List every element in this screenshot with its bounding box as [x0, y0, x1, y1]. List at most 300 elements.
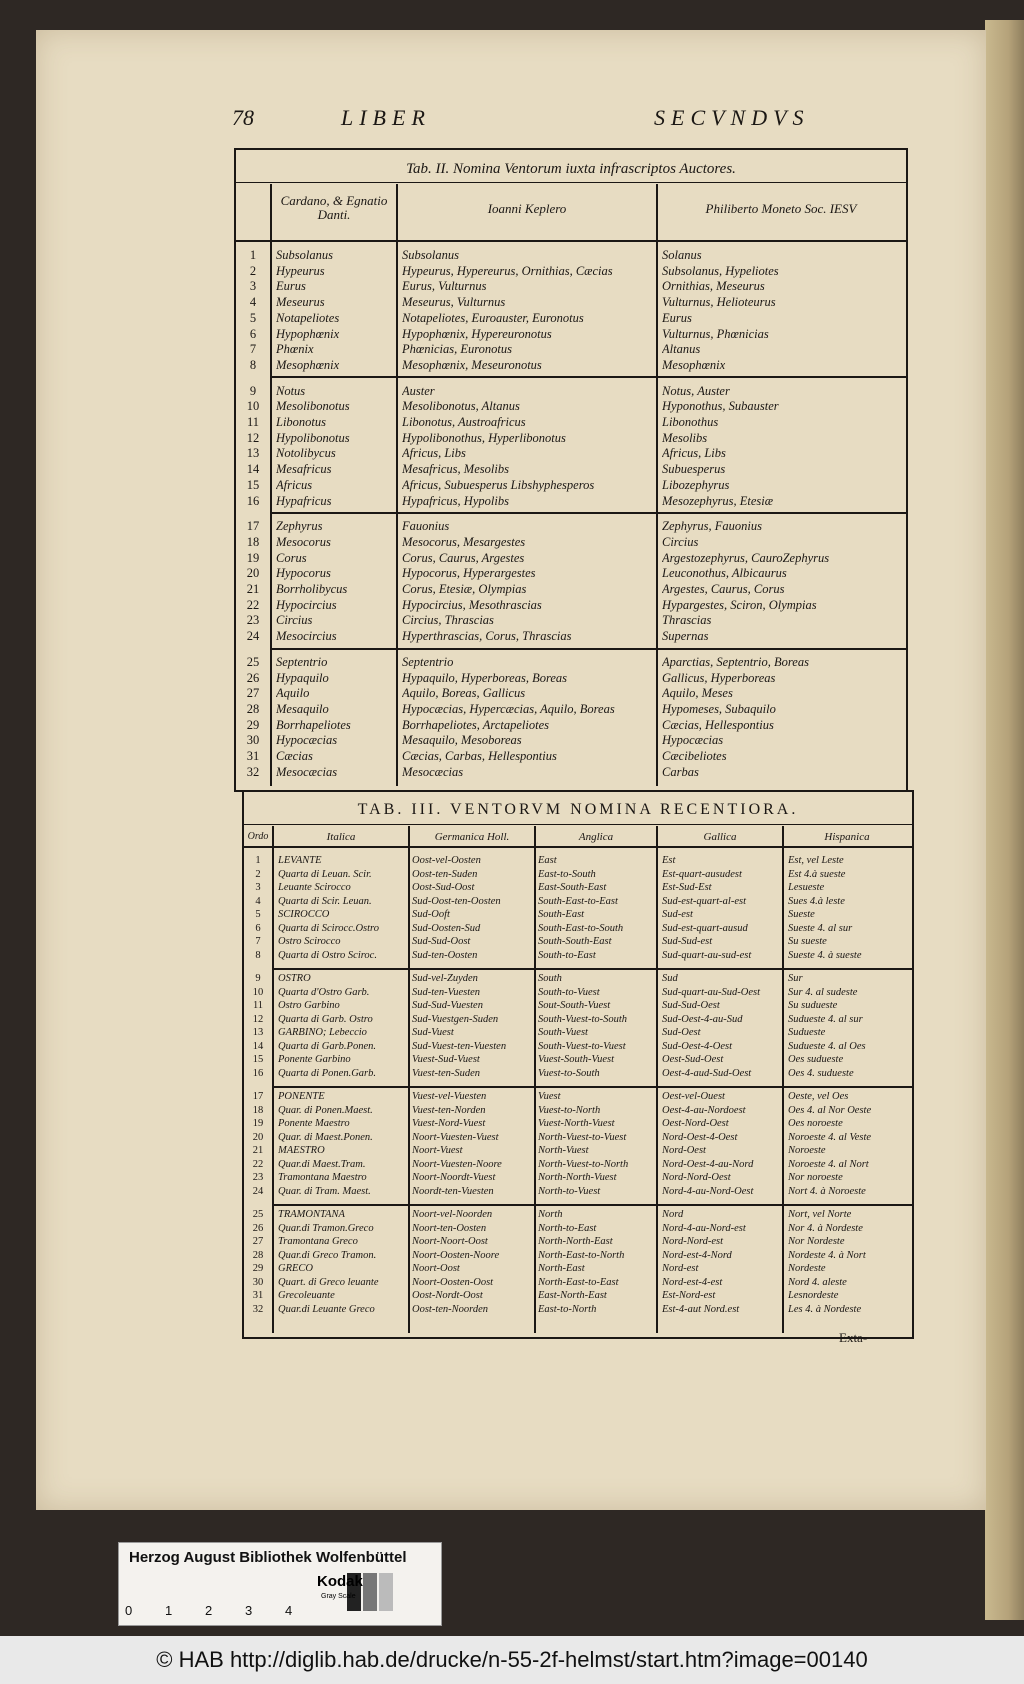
table-cell: Noort-vel-Noorden [412, 1209, 493, 1220]
table-cell: 11 [246, 415, 260, 430]
table-ii [234, 148, 908, 792]
table-cell: Noort-Noordt-Vuest [412, 1172, 496, 1183]
table-cell: South-Vuest-to-South [538, 1013, 628, 1025]
table-cell: Zephyrus, Fauonius [662, 519, 762, 534]
table-cell: North-to-East [538, 1222, 597, 1234]
table-cell: PONENTE [278, 1091, 325, 1102]
table-cell: Fauonius [402, 519, 450, 534]
table-cell: Oest-vel-Ouest [662, 1091, 725, 1102]
table-cell: 2 [255, 868, 261, 880]
table-cell: 7 [255, 936, 261, 947]
table-cell: 27 [246, 686, 260, 701]
table-cell: Nor Nordeste [788, 1236, 845, 1247]
table-cell: Vuest-Nord-Vuest [412, 1118, 486, 1129]
table-cell: Cæcias [276, 749, 313, 764]
table-cell: 32 [252, 1303, 264, 1315]
row-group [662, 384, 902, 510]
table-cell: Nort, vel Norte [788, 1209, 852, 1220]
table-cell: Oost-Sud-Oost [412, 882, 475, 893]
table-cell: 3 [255, 882, 261, 893]
table-cell: Sues 4.à leste [788, 895, 845, 907]
table-cell: 6 [255, 922, 261, 934]
table-cell: Sud-Oest-4-au-Sud [662, 1013, 743, 1025]
table-cell: 30 [252, 1276, 264, 1288]
table-cell: Borrhapeliotes, Arctapeliotes [402, 717, 549, 732]
table-cell: Notolibycus [276, 446, 336, 461]
table-cell: Oest-4-au-Nordoest [662, 1104, 746, 1116]
table-cell: Grecoleuante [278, 1290, 335, 1301]
row-group [402, 655, 654, 781]
table-cell: Vuest-to-North [538, 1104, 601, 1116]
table-cell: Nordeste 4. à Nort [788, 1249, 866, 1261]
color-calibration-card [118, 1542, 442, 1626]
table-cell: Est, vel Leste [788, 855, 844, 866]
table-cell: Subsolanus, Hypeliotes [662, 263, 779, 278]
table-cell: Oest-Nord-Oest [662, 1118, 729, 1129]
table-cell: Est 4.à sueste [788, 868, 846, 880]
table-cell: 26 [252, 1222, 264, 1234]
table-cell: Mesophœnix [276, 357, 340, 372]
table-cell: Sudueste [788, 1027, 826, 1038]
table-cell: Sur 4. al sudeste [788, 986, 858, 998]
table-cell: Aquilo, Meses [662, 686, 733, 701]
table-cell: Subsolanus [402, 248, 459, 262]
table-cell: Meseurus [276, 295, 325, 310]
table-cell: Quarta di Garb. Ostro [278, 1013, 373, 1025]
table-cell: Phœnix [276, 342, 314, 357]
table-cell: South-to-East [538, 949, 596, 961]
ruler-mark: 1 [165, 1603, 173, 1618]
row-group [236, 384, 270, 510]
table-cell: 19 [252, 1118, 264, 1129]
table-cell: 20 [252, 1131, 264, 1143]
kodak-subtitle: Gray Scale [321, 1593, 356, 1600]
table-cell: Notus, Auster [662, 383, 730, 398]
table-cell: Sud-Sud-Oost [412, 936, 471, 947]
header-keplero: Ioanni Keplero [487, 201, 567, 216]
row-group [662, 519, 902, 645]
table-cell: Vulturnus, Helioteurus [662, 295, 776, 310]
table-cell: Lesueste [788, 882, 825, 893]
table-cell: 12 [252, 1013, 264, 1025]
table-cell: Borrholibycus [276, 582, 348, 597]
table-cell: Septentrio [276, 654, 328, 669]
row-group [538, 1090, 654, 1198]
table-cell: Su sudueste [788, 1000, 838, 1011]
table-cell: Hypargestes, Sciron, Olympias [662, 597, 817, 612]
table-iii-numbers [244, 854, 272, 1316]
table-cell: Hypocircius [276, 597, 337, 612]
table-cell: Hypafricus [276, 493, 332, 508]
table-cell: Argestozephyrus, CauroZephyrus [662, 550, 830, 565]
table-cell: 5 [255, 909, 261, 920]
table-cell: Sudueste 4. al Oes [788, 1040, 866, 1052]
row-group [276, 519, 394, 645]
table-cell: Su sueste [788, 936, 827, 947]
table-cell: North [538, 1209, 563, 1220]
table-cell: Nord-Oest-4-Oest [662, 1131, 738, 1143]
table-cell: Cæcias, Carbas, Hellespontius [402, 749, 557, 764]
table-cell: South-to-Vuest [538, 986, 600, 998]
kodak-logo: Kodak [317, 1573, 363, 1590]
table-cell: North-Vuest-to-North [538, 1158, 629, 1170]
table-cell: 5 [249, 310, 257, 325]
table-cell: East-South-East [538, 882, 607, 893]
table-cell: 30 [246, 733, 260, 748]
table-cell: 24 [252, 1185, 264, 1197]
table-cell: Nor 4. à Nordeste [788, 1222, 863, 1234]
table-cell: 10 [246, 399, 260, 414]
table-cell: Hypocorus [276, 566, 331, 581]
table-cell: Noroeste 4. al Nort [788, 1158, 869, 1170]
row-group [412, 1208, 532, 1316]
table-cell: 1 [255, 855, 261, 866]
table-cell: Nord-est [662, 1263, 699, 1274]
header-cardano: Cardano, & Egnatio Danti. [280, 193, 388, 222]
row-group [244, 1208, 272, 1316]
table-cell: Quar. di Ponen.Maest. [278, 1104, 373, 1116]
table-cell: Sud-Vuest [412, 1027, 454, 1038]
row-group [244, 972, 272, 1080]
table-cell: Mesolibs [662, 430, 708, 445]
row-group [788, 854, 908, 962]
table-ii-numbers [236, 248, 270, 781]
table-cell: Sud [662, 973, 678, 984]
table-cell: Quar.di Leuante Greco [278, 1303, 375, 1315]
table-cell: Meseurus, Vulturnus [402, 295, 506, 310]
table-cell: Hypocircius, Mesothrascias [402, 597, 542, 612]
table-cell: 15 [246, 477, 260, 492]
table-cell: South-Vuest-to-Vuest [538, 1040, 626, 1052]
row-group [278, 1208, 408, 1316]
book-page [36, 30, 986, 1510]
table-cell: Hypolibonothus, Hyperlibonotus [402, 430, 566, 445]
table-cell: 27 [252, 1236, 264, 1247]
table-cell: Leuconothus, Albicaurus [662, 566, 787, 581]
table-cell: Argestes, Caurus, Corus [662, 582, 785, 597]
table-cell: Oost-ten-Noorden [412, 1303, 489, 1315]
table-cell: OSTRO [278, 973, 311, 984]
table-cell: Quar. di Tram. Maest. [278, 1185, 371, 1197]
table-cell: Oes sudueste [788, 1054, 844, 1065]
table-cell: TRAMONTANA [278, 1209, 345, 1220]
table-iii-hispanica-column [788, 854, 908, 1316]
table-ii-caption: Tab. II. Nomina Ventorum iuxta infrascriptos Auctores. [236, 156, 906, 183]
row-group [402, 384, 654, 510]
table-cell: Nord-est-4-est [662, 1276, 723, 1288]
table-cell: 23 [252, 1172, 264, 1183]
table-cell: Quar. di Maest.Ponen. [278, 1131, 373, 1143]
table-cell: Mesocircius [276, 629, 337, 644]
table-cell: Mesafricus, Mesolibs [402, 462, 509, 477]
table-iii-caption: TAB. III. VENTORVM NOMINA RECENTIORA. [244, 796, 912, 825]
table-cell: Sud-Sud-Vuesten [412, 1000, 483, 1011]
table-cell: Corus, Caurus, Argestes [402, 550, 525, 565]
table-cell: Circius, Thrascias [402, 613, 494, 628]
table-cell: Hypolibonotus [276, 430, 350, 445]
table-cell: Mesolibonotus [276, 399, 350, 414]
table-cell: Aparctias, Septentrio, Boreas [662, 654, 809, 669]
table-cell: Vuest-ten-Suden [412, 1067, 481, 1079]
row-group [276, 655, 394, 781]
header-anglica: Anglica [578, 831, 614, 843]
table-cell: Noort-Vuesten-Vuest [412, 1131, 499, 1143]
table-ii-keplero-column [402, 248, 654, 781]
table-cell: Oes 4. al Nor Oeste [788, 1104, 872, 1116]
table-cell: 6 [249, 326, 257, 341]
table-cell: Hyponothus, Subauster [662, 399, 779, 414]
table-cell: Nort 4. à Noroeste [788, 1185, 866, 1197]
table-ii-moneto-column [662, 248, 902, 781]
table-cell: Ponente Maestro [278, 1118, 350, 1129]
table-cell: Sud-Vuestgen-Suden [412, 1013, 499, 1025]
row-group [276, 248, 394, 374]
table-cell: 26 [246, 670, 260, 685]
table-cell: Altanus [662, 342, 701, 357]
table-cell: Quar.di Greco Tramon. [278, 1249, 377, 1261]
table-cell: Vulturnus, Phœnicias [662, 326, 769, 341]
table-cell: Mesophœnix [662, 357, 726, 372]
table-cell: Circius [276, 613, 313, 628]
table-cell: East-North-East [538, 1290, 607, 1301]
table-cell: North-Vuest-to-Vuest [538, 1131, 627, 1143]
row-group [278, 854, 408, 962]
table-cell: 25 [246, 654, 260, 669]
table-cell: Quarta di Scir. Leuan. [278, 895, 372, 907]
table-cell: Ostro Garbino [278, 1000, 340, 1011]
table-cell: 17 [246, 519, 260, 534]
table-cell: Sud-Vuest-ten-Vuesten [412, 1040, 507, 1052]
table-cell: Lesnordeste [788, 1290, 839, 1301]
table-cell: Noort-Vuesten-Noore [412, 1158, 502, 1170]
table-cell: Noort-Vuest [412, 1145, 463, 1156]
table-cell: Nordeste [788, 1263, 826, 1274]
next-page-edge [985, 20, 1024, 1620]
table-cell: Sueste [788, 909, 815, 920]
table-cell: Supernas [662, 629, 709, 644]
table-cell: 2 [249, 263, 257, 278]
table-cell: Circius [662, 534, 699, 549]
table-cell: 12 [246, 430, 260, 445]
table-cell: Sud-ten-Oosten [412, 949, 478, 961]
catchword: Exta- [839, 1330, 868, 1345]
table-cell: Oeste, vel Oes [788, 1091, 849, 1102]
table-cell: Sud-est-quart-ausud [662, 922, 748, 934]
table-cell: Nord-Oest-4-au-Nord [662, 1158, 754, 1170]
table-cell: Nor noroeste [788, 1172, 843, 1183]
table-cell: North-North-Vuest [538, 1172, 617, 1183]
table-cell: Hypocæcias [662, 733, 724, 748]
table-cell: Noordt-ten-Vuesten [412, 1185, 494, 1197]
table-cell: Quart. di Greco leuante [278, 1276, 379, 1288]
table-cell: Sud-est-quart-al-est [662, 895, 746, 907]
table-cell: Eurus [276, 279, 306, 294]
row-group [236, 248, 270, 374]
table-cell: Zephyrus [276, 519, 323, 534]
table-cell: Quarta di Garb.Ponen. [278, 1040, 376, 1052]
table-cell: Vuest-South-Vuest [538, 1054, 615, 1065]
table-cell: North-East-to-North [538, 1249, 625, 1261]
row-group [236, 519, 270, 645]
row-group [236, 655, 270, 781]
table-cell: Mesocorus [276, 534, 331, 549]
running-head-left: LIBER [341, 105, 431, 130]
table-cell: Est-4-aut Nord.est [662, 1303, 740, 1315]
table-cell: Phœnicias, Euronotus [402, 342, 512, 357]
table-cell: Mesocorus, Mesargestes [402, 534, 526, 549]
table-cell: Nord 4. aleste [788, 1276, 847, 1288]
table-cell: 21 [246, 582, 260, 597]
table-iii-germanica-column [412, 854, 532, 1316]
table-cell: 14 [252, 1040, 264, 1052]
table-cell: 8 [255, 949, 261, 961]
table-cell: Les 4. à Nordeste [788, 1303, 862, 1315]
table-cell: Notapeliotes [276, 310, 340, 325]
table-cell: Nord-4-au-Nord-Oest [662, 1185, 754, 1197]
table-cell: 4 [255, 895, 261, 907]
table-cell: Hyperthrascias, Corus, Thrascias [402, 629, 572, 644]
table-cell: 15 [252, 1054, 264, 1065]
table-cell: Oes noroeste [788, 1118, 843, 1129]
table-cell: Noort-Oosten-Noore [412, 1249, 500, 1261]
table-cell: 20 [246, 566, 260, 581]
table-cell: 16 [252, 1067, 264, 1079]
table-cell: Sud-vel-Zuyden [412, 973, 478, 984]
table-cell: South-South-East [538, 936, 612, 947]
table-ii-cardano-column [276, 248, 394, 781]
table-cell: Corus [276, 550, 307, 565]
table-cell: Auster [402, 383, 435, 398]
row-group [662, 854, 780, 962]
table-cell: Vuest-vel-Vuesten [412, 1091, 487, 1102]
table-cell: Eurus [662, 310, 692, 325]
gray-patch [379, 1573, 393, 1611]
table-cell: Ponente Garbino [278, 1054, 351, 1065]
table-cell: 22 [246, 597, 260, 612]
table-cell: Quar.di Tramon.Greco [278, 1222, 374, 1234]
table-cell: Mesocæcias [276, 764, 338, 779]
table-cell: Est-quart-ausudest [662, 868, 742, 880]
table-cell: 11 [252, 1000, 264, 1011]
table-cell: North-East-to-East [538, 1276, 619, 1288]
table-cell: 18 [246, 534, 260, 549]
table-cell: Cæcibeliotes [662, 749, 727, 764]
table-cell: Nord-4-au-Nord-est [662, 1222, 746, 1234]
table-cell: 24 [246, 629, 260, 644]
table-cell: Mesozephyrus, Etesiæ [662, 493, 774, 508]
row-group [412, 1090, 532, 1198]
table-cell: Mesocæcias [402, 764, 464, 779]
table-cell: Sud-est [662, 909, 693, 920]
ruler-mark: 3 [245, 1603, 253, 1618]
table-cell: Quarta di Leuan. Scir. [278, 868, 372, 880]
table-cell: Thrascias [662, 613, 712, 628]
table-cell: Hypophœnix, Hypereuronotus [402, 326, 552, 341]
table-cell: Africus, Libs [402, 446, 466, 461]
table-cell: Aquilo [276, 686, 310, 701]
table-cell: Oes 4. sudueste [788, 1067, 854, 1079]
ruler-mark: 2 [205, 1603, 213, 1618]
table-cell: 3 [249, 279, 257, 294]
table-cell: Eurus, Vulturnus [402, 279, 487, 294]
table-cell: Ostro Scirocco [278, 936, 341, 947]
table-cell: Vuest [538, 1091, 561, 1102]
table-cell: Hypocæcias, Hypercæcias, Aquilo, Boreas [402, 701, 615, 716]
header-italica: Italica [326, 831, 356, 843]
table-cell: Sud-Oost-ten-Oosten [412, 895, 501, 907]
table-cell: Africus, Libs [662, 446, 726, 461]
table-cell: Mesaquilo [276, 701, 329, 716]
table-cell: Hypafricus, Hypolibs [402, 493, 509, 508]
table-cell: Hypophœnix [276, 326, 340, 341]
table-cell: Sueste 4. à sueste [788, 949, 862, 961]
page-number: 78 [232, 105, 254, 130]
table-cell: 23 [246, 613, 260, 628]
table-cell: Nord-Nord-Oest [662, 1172, 731, 1183]
row-group [402, 248, 654, 374]
table-cell: Borrhapeliotes [276, 717, 351, 732]
table-cell: Corus, Etesiæ, Olympias [402, 582, 527, 597]
row-group [244, 854, 272, 962]
table-cell: Hypaquilo, Hyperboreas, Boreas [402, 670, 568, 685]
row-group [662, 248, 902, 374]
table-cell: Sud-Sud-est [662, 936, 713, 947]
table-cell: 19 [246, 550, 260, 565]
table-cell: 32 [246, 764, 260, 779]
header-germanica: Germanica Holl. [434, 831, 510, 843]
table-cell: Vuest-ten-Norden [412, 1104, 486, 1116]
table-cell: Hypeurus [276, 263, 325, 278]
table-cell: Sud-quart-au-Sud-Oest [662, 986, 760, 998]
row-group [662, 1090, 780, 1198]
table-cell: Sud-Oosten-Sud [412, 922, 481, 934]
table-cell: Sout-South-Vuest [538, 1000, 611, 1011]
table-cell: Vuest-North-Vuest [538, 1118, 615, 1129]
table-cell: Nord-Nord-est [662, 1236, 724, 1247]
table-cell: South-East-to-South [538, 922, 624, 934]
table-cell: Noort-Noort-Oost [412, 1236, 488, 1247]
header-moneto: Philiberto Moneto Soc. IESV [705, 201, 857, 216]
table-cell: Nord [662, 1209, 684, 1220]
table-cell: Mesaquilo, Mesoboreas [402, 733, 522, 748]
table-cell: 9 [249, 383, 257, 398]
table-cell: 31 [252, 1290, 264, 1301]
table-cell: SCIROCCO [278, 909, 330, 920]
table-cell: 8 [249, 357, 257, 372]
table-cell: Tramontana Maestro [278, 1172, 367, 1183]
table-cell: Quarta di Scirocc.Ostro [278, 922, 380, 934]
row-group [412, 972, 532, 1080]
header-hispanica: Hispanica [824, 831, 870, 843]
table-cell: Est-Nord-est [662, 1290, 716, 1301]
table-cell: Ornithias, Meseurus [662, 279, 765, 294]
table-iii-anglica-column [538, 854, 654, 1316]
row-group [402, 519, 654, 645]
table-cell: Sud-Sud-Oest [662, 1000, 720, 1011]
table-cell: Sueste 4. al sur [788, 922, 853, 934]
table-cell: Vuest-to-South [538, 1067, 600, 1079]
table-cell: Subuesperus [662, 462, 726, 477]
table-cell: Noroeste [788, 1145, 826, 1156]
table-cell: Aquilo, Boreas, Gallicus [402, 686, 526, 701]
table-cell: 28 [252, 1249, 264, 1261]
table-cell: Sud-ten-Vuesten [412, 986, 481, 998]
row-group [662, 655, 902, 781]
table-cell: Solanus [662, 248, 702, 262]
table-cell: 1 [249, 248, 257, 262]
table-iii-gallica-column [662, 854, 780, 1316]
row-group [788, 972, 908, 1080]
